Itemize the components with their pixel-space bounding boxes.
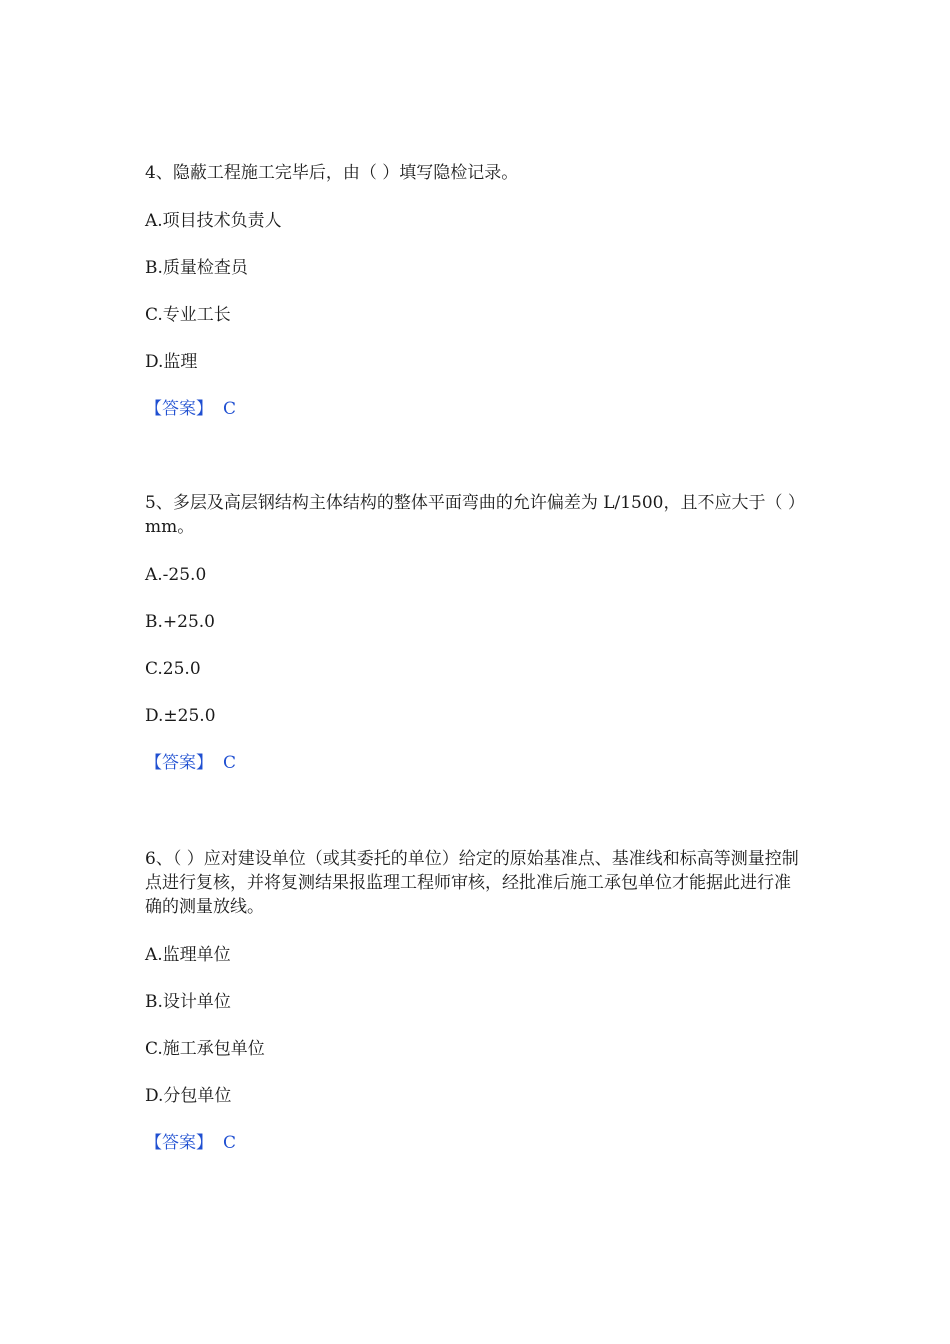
option-c: C.25.0 — [145, 659, 201, 679]
option-b: B.设计单位 — [145, 992, 231, 1012]
option-d: D.分包单位 — [145, 1086, 232, 1106]
question-stem: 5、多层及高层钢结构主体结构的整体平面弯曲的允许偏差为 L/1500，且不应大于（ ）mm。 — [145, 493, 797, 537]
answer-value: C — [223, 1133, 237, 1153]
option-c: C.专业工长 — [145, 305, 231, 325]
option-a: A.-25.0 — [145, 565, 207, 585]
question-4 — [145, 161, 800, 419]
answer-line — [145, 397, 236, 421]
option-a: A.监理单位 — [145, 945, 231, 965]
answer-label: 【答案】 — [145, 399, 213, 419]
option-b: B.质量检查员 — [145, 258, 248, 278]
answer-label: 【答案】 — [145, 753, 213, 773]
answer-value: C — [223, 399, 237, 419]
answer-label: 【答案】 — [145, 1133, 213, 1153]
question-6 — [145, 847, 800, 1153]
answer-line — [145, 751, 236, 775]
option-d: D.监理 — [145, 352, 198, 372]
option-b: B.+25.0 — [145, 612, 215, 632]
question-5 — [145, 491, 800, 773]
question-stem: 4、隐蔽工程施工完毕后，由（ ）填写隐检记录。 — [145, 163, 519, 183]
option-a: A.项目技术负责人 — [145, 211, 282, 231]
option-c: C.施工承包单位 — [145, 1039, 265, 1059]
answer-value: C — [223, 753, 237, 773]
option-d: D.±25.0 — [145, 706, 216, 726]
question-stem: 6、（ ）应对建设单位（或其委托的单位）给定的原始基准点、基准线和标高等测量控制点进行复核，并将复测结果报监理工程师审核，经批准后施工承包单位才能据此进行准确的测量放线。 — [145, 849, 799, 917]
answer-line — [145, 1131, 236, 1155]
